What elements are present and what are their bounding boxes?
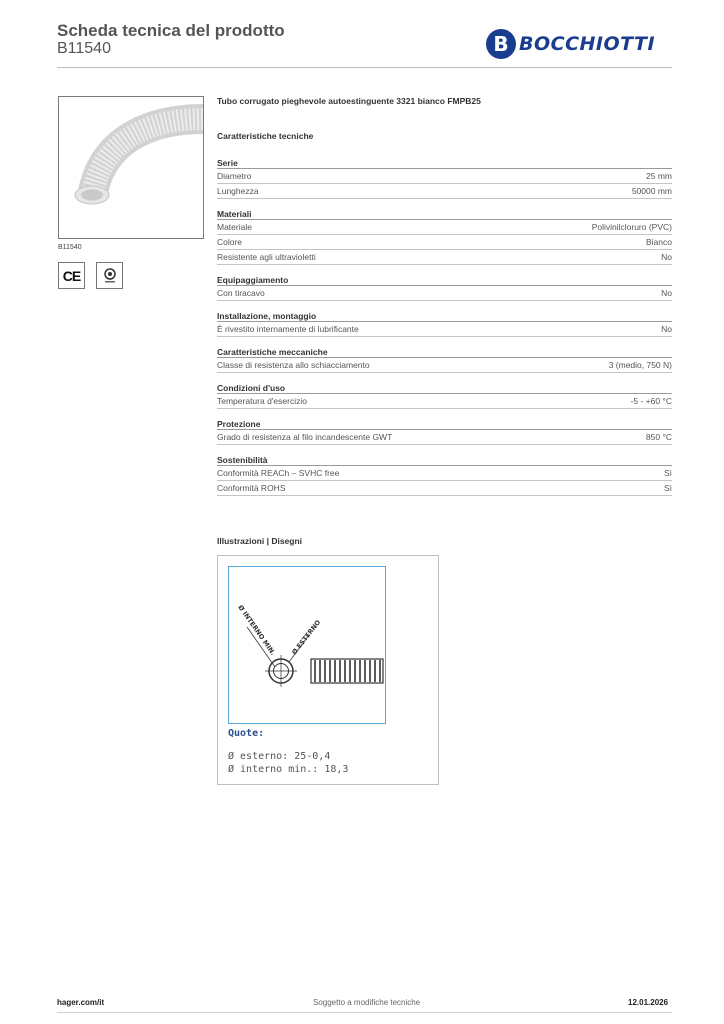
spec-group-title: Caratteristiche meccaniche	[217, 346, 672, 358]
product-title: Tubo corrugato pieghevole autoestinguente 3321 bianco FMPB25	[217, 96, 481, 106]
spec-group-title: Sostenibilità	[217, 454, 672, 466]
spec-label: Temperatura d'esercizio	[217, 396, 307, 406]
footer-divider	[57, 1012, 672, 1013]
header-divider	[57, 67, 672, 68]
spec-group-serie	[217, 157, 672, 199]
spec-row	[217, 394, 672, 409]
footer-disclaimer: Soggetto a modifiche tecniche	[313, 998, 421, 1007]
product-code: B11540	[57, 40, 111, 57]
spec-row	[217, 358, 672, 373]
brand-logo	[486, 28, 655, 60]
spec-group-title: Equipaggiamento	[217, 274, 672, 286]
spec-row	[217, 466, 672, 481]
spec-group-title: Serie	[217, 157, 672, 169]
technical-drawing	[228, 566, 386, 724]
spec-label: Grado di resistenza al filo incandescente GWT	[217, 432, 393, 442]
spec-label: Conformità REACh – SVHC free	[217, 468, 340, 478]
outer-diameter-label: Ø ESTERNO	[290, 618, 323, 657]
spec-label: Conformità ROHS	[217, 483, 286, 493]
spec-label: Classe di resistenza allo schiacciamento	[217, 360, 370, 370]
spec-group-title: Installazione, montaggio	[217, 310, 672, 322]
spec-value: Sì	[663, 483, 672, 493]
spec-group-condizioni	[217, 382, 672, 409]
spec-row	[217, 169, 672, 184]
spec-group-equipaggiamento	[217, 274, 672, 301]
spec-value: No	[661, 252, 672, 262]
illustration-panel	[217, 555, 439, 785]
spec-group-title: Protezione	[217, 418, 672, 430]
spec-value: 50000 mm	[631, 186, 672, 196]
ce-mark-text: CE	[62, 267, 81, 284]
spec-row	[217, 250, 672, 265]
spec-group-title: Condizioni d'uso	[217, 382, 672, 394]
corrugated-tube-image	[59, 97, 203, 238]
brand-logo-mark: B	[486, 29, 516, 59]
spec-value: Polivinilcloruro (PVC)	[591, 222, 672, 232]
spec-group-materiali	[217, 208, 672, 265]
spec-group-title: Materiali	[217, 208, 672, 220]
spec-value: No	[661, 324, 672, 334]
spec-row	[217, 286, 672, 301]
spec-group-sostenibilita	[217, 454, 672, 496]
spec-row	[217, 235, 672, 250]
footer-website-link[interactable]: hager.com/it	[57, 998, 105, 1007]
spec-label: Lunghezza	[217, 186, 259, 196]
spec-value: -5 - +60 °C	[630, 396, 672, 406]
spec-label: Colore	[217, 237, 243, 247]
footer-date: 12.01.2026	[628, 998, 669, 1007]
inner-diameter-label: Ø INTERNO MIN.	[236, 603, 278, 657]
spec-value: 25 mm	[646, 171, 672, 181]
spec-row	[217, 322, 672, 337]
spec-label: Materiale	[217, 222, 252, 232]
spec-label: È rivestito internamente di lubrificante	[217, 324, 359, 334]
quote-inner-diameter: Ø interno min.: 18,3	[228, 764, 349, 775]
spec-group-installazione	[217, 310, 672, 337]
spec-label: Con tiracavo	[217, 288, 265, 298]
spec-row	[217, 430, 672, 445]
page-title: Scheda tecnica del prodotto	[57, 21, 285, 40]
imq-mark-icon	[96, 262, 123, 289]
tube-cross-section-drawing	[229, 567, 384, 722]
spec-row	[217, 481, 672, 496]
spec-value: Bianco	[646, 237, 672, 247]
illustrations-heading: Illustrazioni | Disegni	[217, 536, 303, 546]
spec-row	[217, 184, 672, 199]
spec-label: Diametro	[217, 171, 252, 181]
spec-value: 3 (medio, 750 N)	[608, 360, 672, 370]
spec-table	[217, 157, 672, 505]
quote-title: Quote:	[228, 728, 265, 739]
quote-outer-diameter: Ø esterno: 25-0,4	[228, 751, 331, 762]
spec-value: 850 °C	[645, 432, 672, 442]
product-photo	[58, 96, 204, 239]
spec-value: Sì	[663, 468, 672, 478]
ce-mark-icon	[58, 262, 85, 289]
spec-group-protezione	[217, 418, 672, 445]
section-heading: Caratteristiche tecniche	[217, 131, 314, 141]
photo-caption: B11540	[58, 244, 82, 251]
spec-label: Resistente agli ultravioletti	[217, 252, 316, 262]
spec-row	[217, 220, 672, 235]
spec-value: No	[661, 288, 672, 298]
imq-logo-icon	[101, 267, 119, 285]
brand-logo-text: BOCCHIOTTI	[519, 33, 656, 55]
spec-group-meccaniche	[217, 346, 672, 373]
